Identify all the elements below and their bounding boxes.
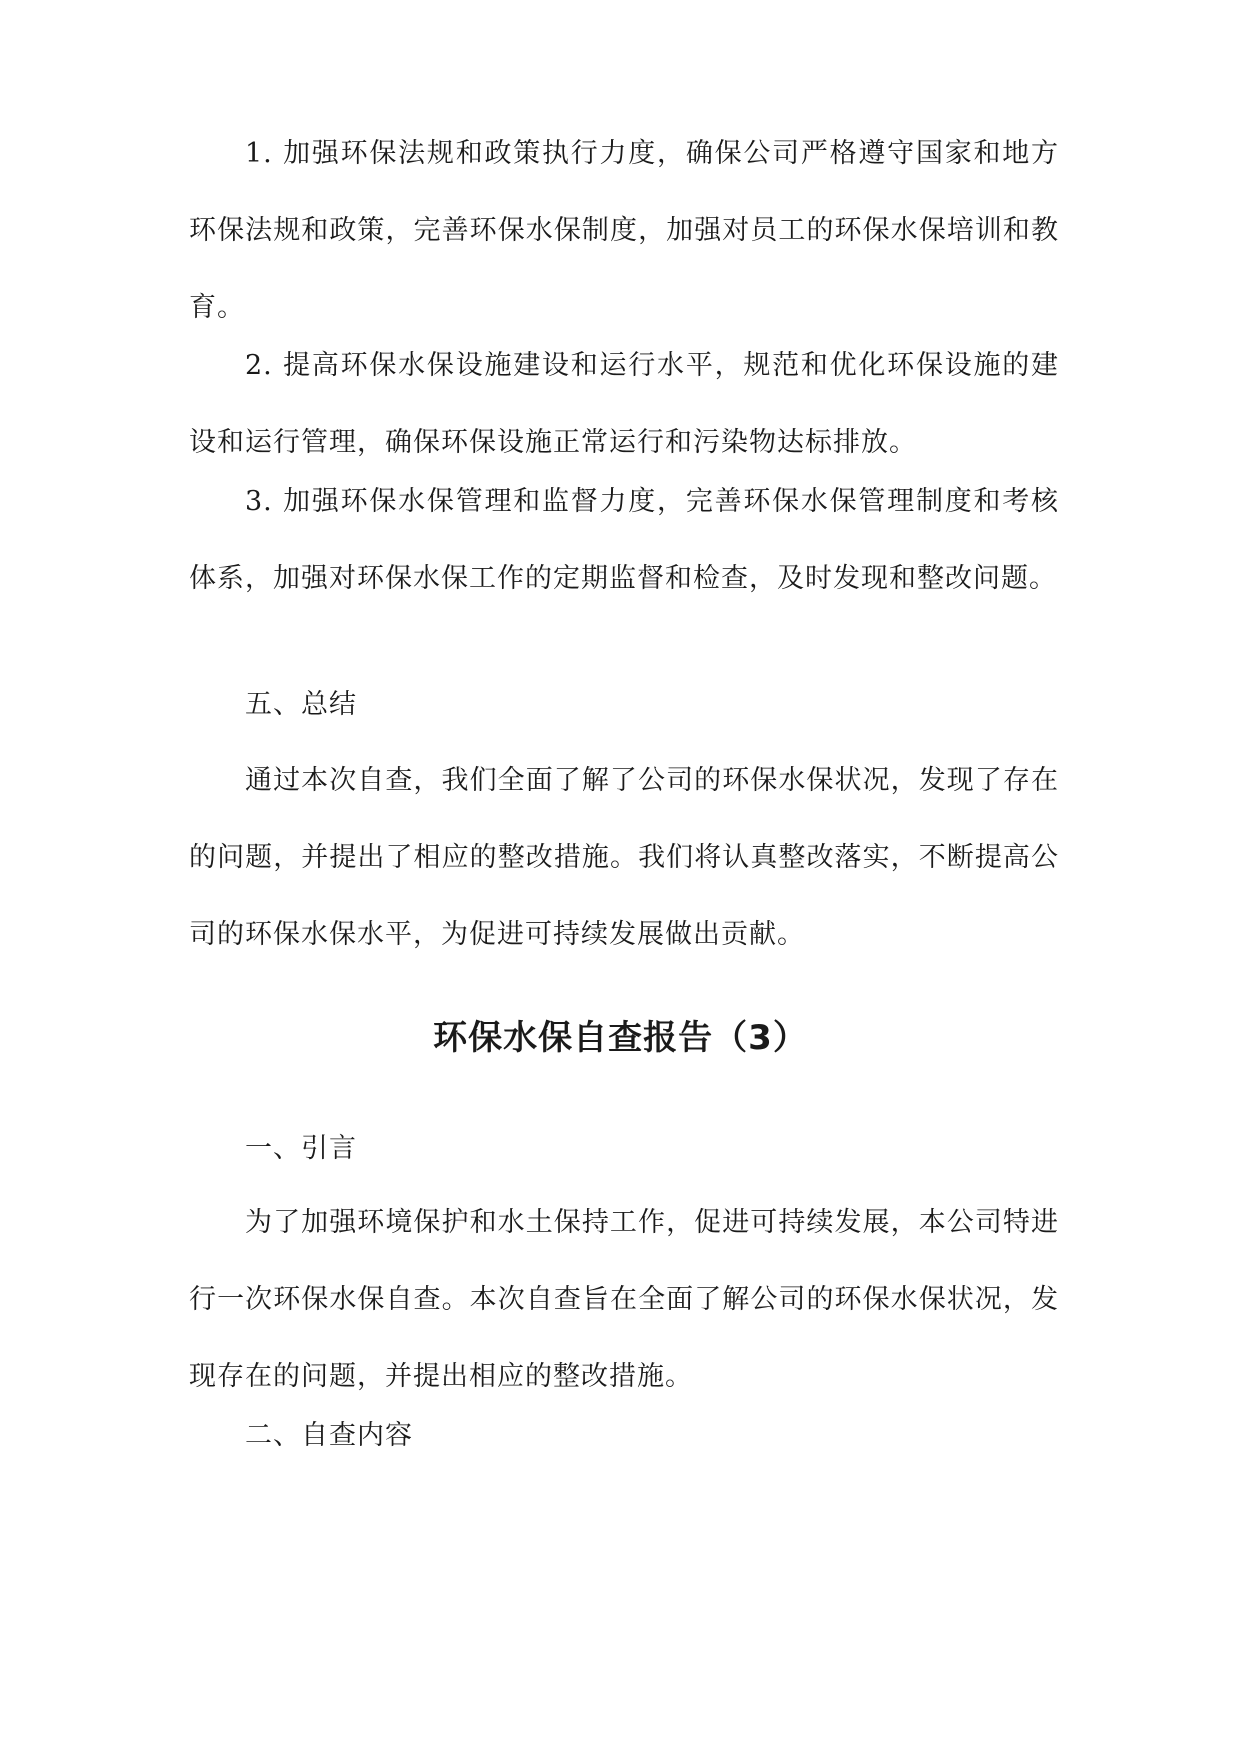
report-title: 环保水保自查报告（3） (433, 1018, 808, 1058)
measure-item-2: 2. 提高环保水保设施建设和运行水平，规范和优化环保设施的建设和运行管理，确保环保设施正常运行和污染物达标排放。 (189, 350, 1059, 458)
measure-item-1: 1. 加强环保法规和政策执行力度，确保公司严格遵守国家和地方环保法规和政策，完善环保水保制度，加强对员工的环保水保培训和教育。 (189, 138, 1059, 323)
section-five-body: 通过本次自查，我们全面了解了公司的环保水保状况，发现了存在的问题，并提出了相应的整改措施。我们将认真整改落实，不断提高公司的环保水保水平，为促进可持续发展做出贡献。 (189, 765, 1059, 950)
section-one-heading: 一、引言 (245, 1133, 357, 1164)
section-two-heading: 二、自查内容 (245, 1420, 413, 1451)
section-five-heading: 五、总结 (245, 689, 357, 720)
measure-item-3: 3. 加强环保水保管理和监督力度，完善环保水保管理制度和考核体系，加强对环保水保工作的定期监督和检查，及时发现和整改问题。 (189, 486, 1059, 594)
section-one-body: 为了加强环境保护和水土保持工作，促进可持续发展，本公司特进行一次环保水保自查。本次自查旨在全面了解公司的环保水保状况，发现存在的问题，并提出相应的整改措施。 (189, 1207, 1059, 1392)
